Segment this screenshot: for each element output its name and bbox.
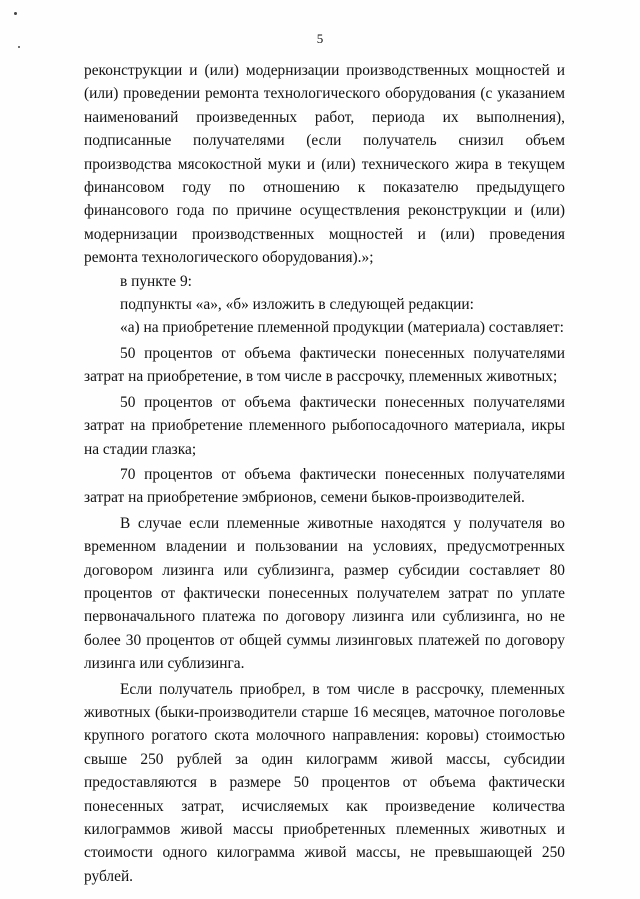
paragraph: 50 процентов от объема фактически понесенных получателями затрат на приобретение племенного рыбопосадочного материала, икры на стадии глазка;	[84, 393, 565, 458]
paragraph: 70 процентов от объема фактически понесенных получателями затрат на приобретение эмбрионов, семени быков-производителей.	[84, 465, 565, 507]
page-number: 5	[316, 31, 324, 46]
paragraph: Если получатель приобрел, в том числе в рассрочку, племенных животных (быки-производители старше 16 месяцев, маточное поголовье крупного рогатого скота молочного направления: коровы) стоимостью свыше 250 рублей за один килограмм живой массы, субсидии предоставляются в размере 50 процентов от объема фактически понесенных затрат, исчисляемых как произведение количества килограммов живой массы приобретенных племенных животных и стоимости одного килограмма живой массы, не превышающей 250 рублей.	[84, 680, 565, 885]
paragraph: «а) на приобретение племенной продукции (материала) составляет:	[120, 319, 564, 337]
paragraph: реконструкции и (или) модернизации производственных мощностей и (или) проведении ремонта технологического оборудования (с указанием наименований произведенных работ, периода их выполнения), подписанные получателями (если получатель снизил объем производства мясокостной муки и (или) технического жира в текущем финансовом году по отношению к показателю предыдущего финансового года по причине осуществления реконструкции и (или) модернизации производственных мощностей и (или) проведения ремонта технологического оборудования).»;	[84, 62, 565, 267]
paragraph: в пункте 9:	[120, 272, 192, 290]
paragraph: В случае если племенные животные находятся у получателя во временном владении и пользовании на условиях, предусмотренных договором лизинга или сублизинга, размер субсидии составляет 80 процентов от фактически понесенных получателем затрат по уплате первоначального платежа по договору лизинга или сублизинга, но не более 30 процентов от общей суммы лизинговых платежей по договору лизинга или сублизинга.	[84, 514, 565, 673]
scan-speck	[14, 12, 17, 15]
paragraph: подпункты «а», «б» изложить в следующей редакции:	[120, 296, 474, 314]
paragraph: 50 процентов от объема фактически понесенных получателями затрат на приобретение, в том числе в рассрочку, племенных животных;	[84, 344, 565, 386]
document-body	[84, 59, 565, 888]
